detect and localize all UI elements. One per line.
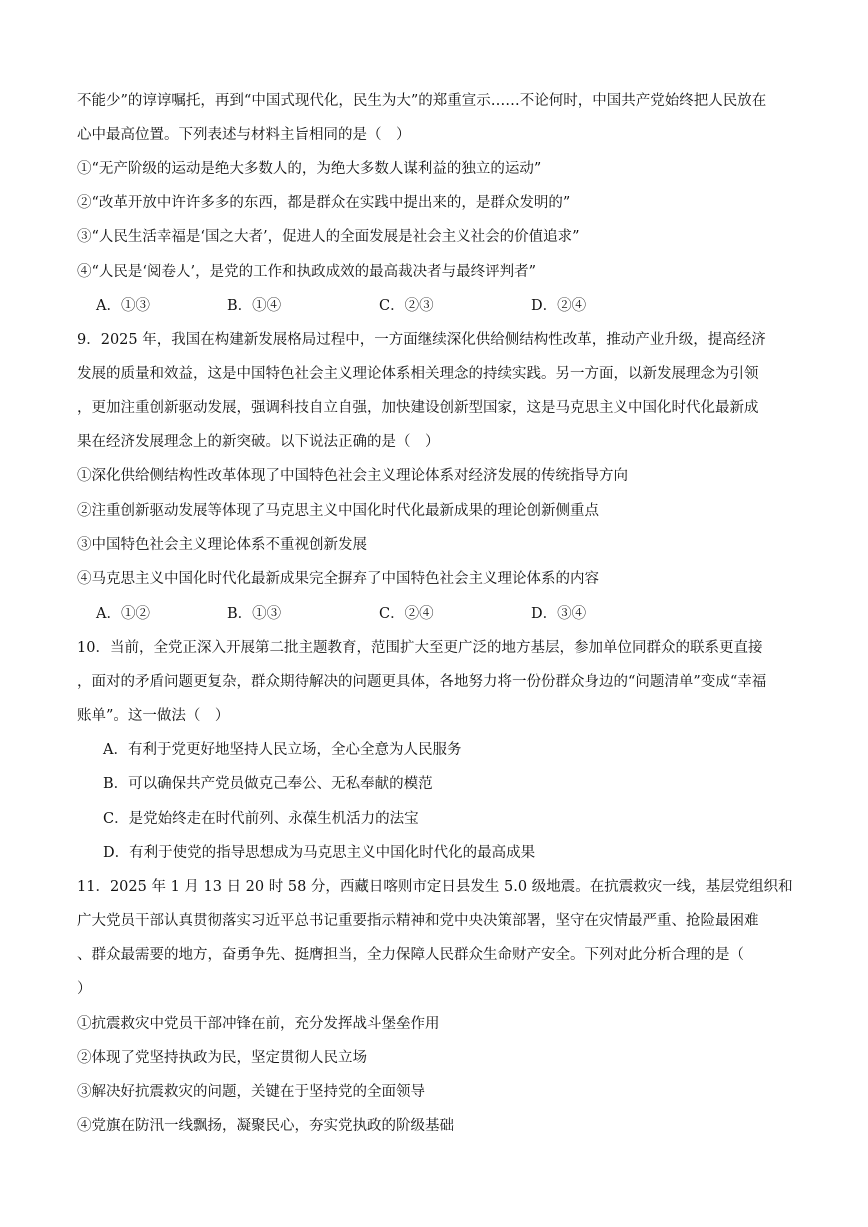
q8-statement-2: ②“改革开放中许许多多的东西，都是群众在实践中提出来的，是群众发明的” [77,195,571,211]
q10-option-b[interactable]: B．可以确保共产党员做克己奉公、无私奉献的模范 [103,776,433,792]
q9-statement-2: ②注重创新驱动发展等体现了马克思主义中国化时代化最新成果的理论创新侧重点 [77,503,599,519]
q9-statement-3: ③中国特色社会主义理论体系不重视创新发展 [77,537,367,553]
q9-option-c[interactable]: C．②④ [379,606,434,622]
q9-stem-line-3: ，更加注重创新驱动发展，强调科技自立自强，加快建设创新型国家，这是马克思主义中国化时代化最新成 [77,400,759,416]
q9-stem-line-1: 9．2025 年，我国在构建新发展格局过程中，一方面继续深化供给侧结构性改革，推动产业升级，提高经济 [77,332,766,348]
q10-stem-line-3: 账单”。这一做法（ ） [77,708,230,724]
q8-option-c[interactable]: C．②③ [379,298,434,314]
q9-statement-1: ①深化供给侧结构性改革体现了中国特色社会主义理论体系对经济发展的传统指导方向 [77,468,628,484]
q9-statement-4: ④马克思主义中国化时代化最新成果完全摒弃了中国特色社会主义理论体系的内容 [77,571,599,587]
q8-option-a[interactable]: A．①③ [96,298,150,314]
q8-option-d[interactable]: D．②④ [531,298,587,314]
q8-statement-1: ①“无产阶级的运动是绝大多数人的，为绝大多数人谋利益的独立的运动” [77,161,542,177]
q9-stem-line-4: 果在经济发展理念上的新突破。以下说法正确的是（ ） [77,434,440,450]
q10-option-a[interactable]: A．有利于党更好地坚持人民立场，全心全意为人民服务 [103,742,462,758]
q9-option-b[interactable]: B．①③ [227,606,282,622]
q8-statement-4: ④“人民是‘阅卷人’，是党的工作和执政成效的最高裁决者与最终评判者” [77,264,537,280]
q8-stem-line-2: 心中最高位置。下列表述与材料主旨相同的是（ ） [77,127,411,143]
q11-statement-2: ②体现了党坚持执政为民，坚定贯彻人民立场 [77,1050,367,1066]
q11-stem-line-2: 广大党员干部认真贯彻落实习近平总书记重要指示精神和党中央决策部署，坚守在灾情最严重、抢险最困难 [77,913,759,929]
q11-statement-1: ①抗震救灾中党员干部冲锋在前，充分发挥战斗堡垒作用 [77,1016,440,1032]
q10-stem-line-2: ，面对的矛盾问题更复杂，群众期待解决的问题更具体，各地努力将一份份群众身边的“问题清单”变成“幸福 [77,674,767,690]
q11-statement-3: ③解决好抗震救灾的问题，关键在于坚持党的全面领导 [77,1084,425,1100]
q11-stem-line-3: 、群众最需要的地方，奋勇争先、挺膺担当，全力保障人民群众生命财产安全。下列对此分析合理的是（ [77,947,744,963]
q9-option-a[interactable]: A．①② [96,606,150,622]
q8-stem-line-1: 不能少”的谆谆嘱托，再到“中国式现代化，民生为大”的郑重宣示……不论何时，中国共产党始终把人民放在 [77,93,767,109]
q10-option-c[interactable]: C．是党始终走在时代前列、永葆生机活力的法宝 [103,811,419,827]
q9-option-d[interactable]: D．③④ [531,606,587,622]
q11-stem-line-4: ） [77,981,92,997]
q11-statement-4: ④党旗在防汛一线飘扬，凝聚民心，夯实党执政的阶级基础 [77,1118,454,1134]
q8-option-b[interactable]: B．①④ [227,298,282,314]
q10-stem-line-1: 10．当前，全党正深入开展第二批主题教育，范围扩大至更广泛的地方基层，参加单位同群众的联系更直接 [77,640,763,656]
q10-option-d[interactable]: D．有利于使党的指导思想成为马克思主义中国化时代化的最高成果 [103,845,536,861]
q9-stem-line-2: 发展的质量和效益，这是中国特色社会主义理论体系相关理念的持续实践。另一方面，以新发展理念为引领 [77,366,759,382]
q8-statement-3: ③“人民生活幸福是‘国之大者’，促进人的全面发展是社会主义社会的价值追求” [77,229,580,245]
q11-stem-line-1: 11．2025 年 1 月 13 日 20 时 58 分，西藏日喀则市定日县发生 5.0 级地震。在抗震救灾一线，基层党组织和 [77,879,793,895]
